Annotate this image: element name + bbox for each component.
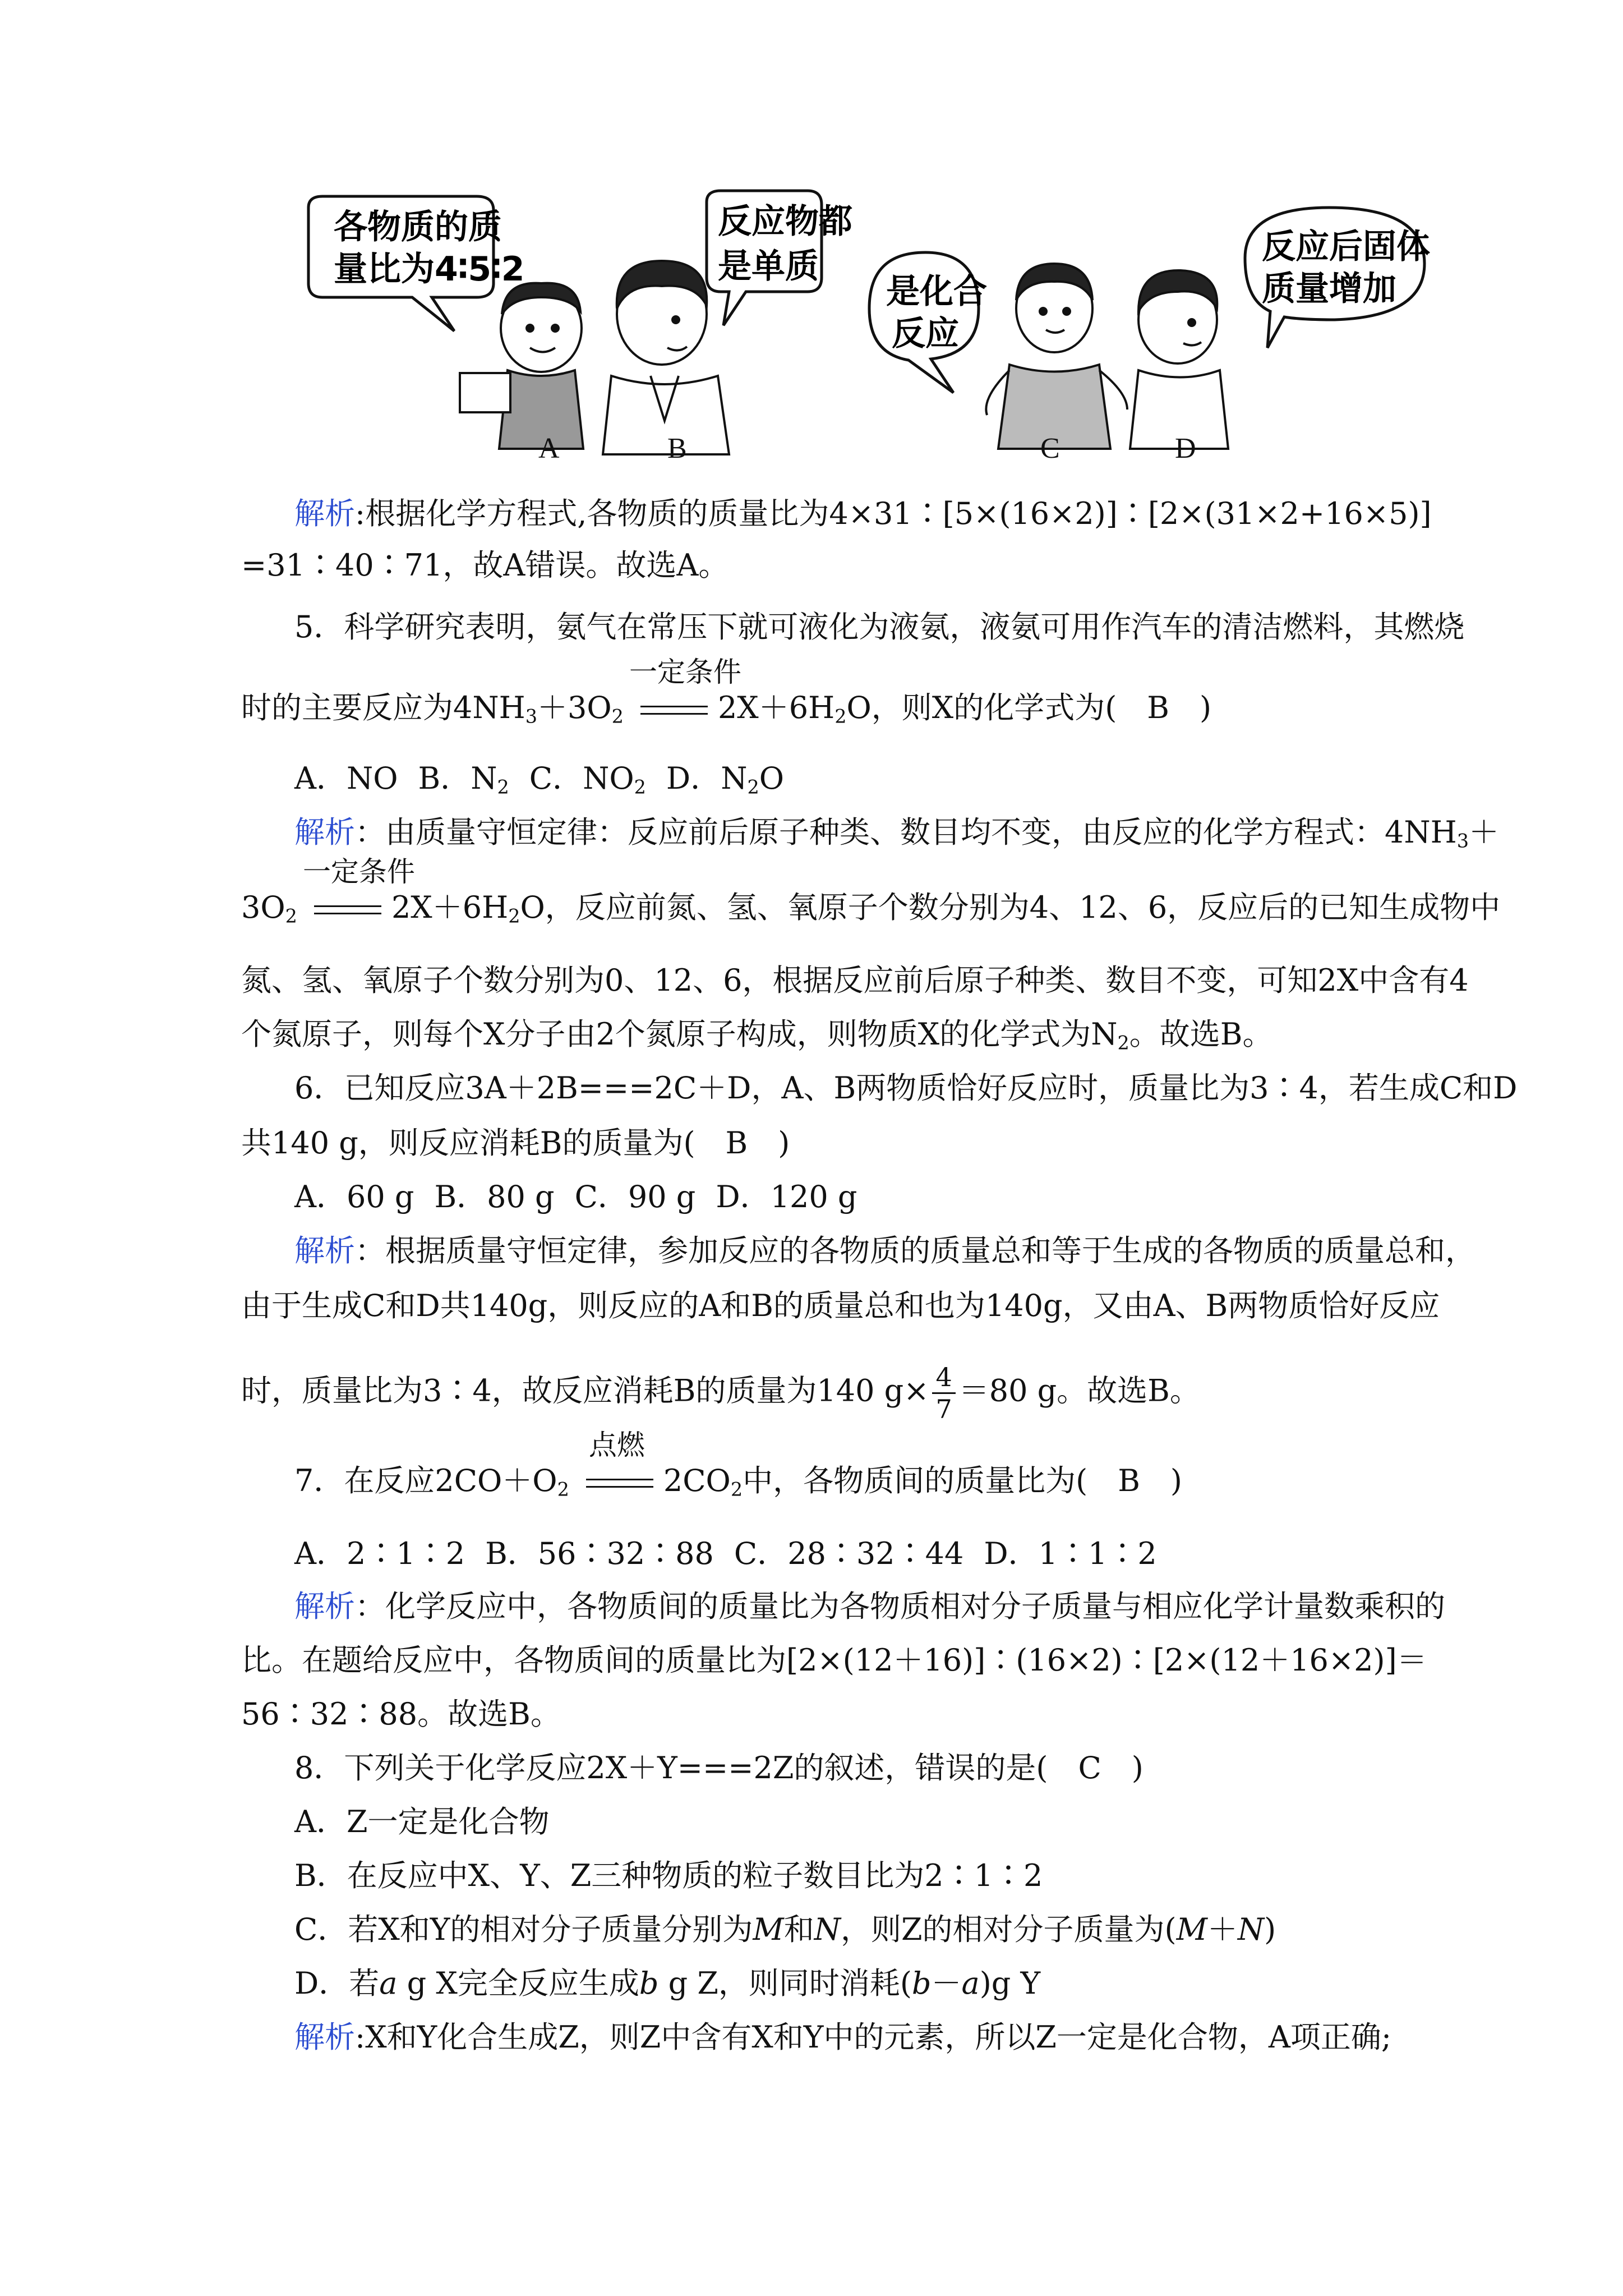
q5-solution-line4: 个氮原子，则每个X分子由2个氮原子构成，则物质X的化学式为$N_2$。故选B。 [241,1016,1273,1054]
q7-option-c: C．28∶32∶44 [734,1536,964,1571]
q5-solution-line2: $3O_2$ 一定条件 $2X+6H_2O$，反应前氮、氢、氧原子个数分别为4、12、6，反应后的已知生成物中 [241,887,1500,936]
q5-solution-line1: 解析：由质量守恒定律：反应前后原子种类、数目均不变，由反应的化学方程式：$4NH_3+$ [294,815,1499,852]
bubble-d-line2: 质量增加 [1262,269,1396,309]
q8-stem: 8．下列关于化学反应2X＋Y===2Z的叙述，错误的是( C ) [294,1750,1144,1786]
q8-option-d: D．若a g X完全反应生成b g Z，则同时消耗(b－a)g Y [294,1966,1041,2001]
bubble-a-line1: 各物质的质 [334,208,502,247]
q5-option-a: A．NO [294,761,398,796]
cartoon-figure [292,185,1447,477]
q5-solution-line3: 氮、氢、氧原子个数分别为0、12、6，根据反应前后原子种类、数目不变，可知2X中含有4 [241,963,1469,998]
q7-solution-line1: 解析：化学反应中，各物质间的质量比为各物质相对分子质量与相应化学计量数乘积的 [294,1589,1445,1624]
q7-options [294,1534,1177,1574]
q5-solution-condition: 一定条件 [302,855,415,888]
q7-solution-line2: 比。在题给反应中，各物质间的质量比为[2×(12＋16)]∶(16×2)∶[2×(12＋16×2)]＝ [241,1642,1427,1678]
q6-solution-line1: 解析：根据质量守恒定律，参加反应的各物质的质量总和等于生成的各物质的质量总和， [294,1233,1476,1268]
bubble-d-line1: 反应后固体 [1262,227,1430,266]
q6-solution-line2: 由于生成C和D共140g，则反应的A和B的质量总和也为140g，又由A、B两物质恰好反应 [241,1288,1440,1323]
q5-option-c: C．$NO_2$ [529,761,646,798]
q7-option-d: D．1∶1∶2 [984,1536,1157,1571]
q5-option-d: D．$N_2O$ [666,761,785,798]
bubble-a-line2: 量比为4∶5∶2 [334,250,525,289]
q5-stem-line1: 5．科学研究表明，氨气在常压下就可液化为液氨，液氨可用作汽车的清洁燃料，其燃烧 [294,609,1465,645]
q6-option-c: C．90 g [574,1179,696,1214]
cartoon-illustration [292,185,1447,477]
q8-option-c: C．若X和Y的相对分子质量分别为M和N，则Z的相对分子质量为(M＋N) [294,1912,1276,1947]
bubble-c-line1: 是化合 [886,272,987,311]
q5-stem-line2: 时的主要反应为$4NH_3+3O_2$ 一定条件 $2X+6H_2O$，则X的化学式为( B ) [241,688,1211,737]
solution-tag: 解析 [294,2019,355,2055]
q6-options [294,1177,877,1217]
q7-option-b: B．56∶32∶88 [485,1536,714,1571]
solution-tag: 解析 [294,1233,355,1268]
q7-reaction-condition: 点燃 [588,1429,645,1461]
q5-reaction-condition: 一定条件 [629,656,741,688]
bubble-c-line2: 反应 [892,314,959,353]
q4-solution-line2: =31∶40∶71，故A错误。故选A。 [241,547,729,583]
q7-solution-line3: 56∶32∶88。故选B。 [241,1696,561,1732]
q5-options [294,758,804,807]
q6-stem-line1: 6．已知反应3A＋2B===2C＋D，A、B两物质恰好反应时，质量比为3∶4，若生成C和D [294,1070,1518,1106]
figure-label-a: A [538,432,560,464]
figure-label-d: D [1175,432,1196,464]
bubble-b-line1: 反应物都 [718,202,852,241]
q6-fraction: $\frac{4}{7}$ [932,1362,955,1424]
student-a [460,283,583,449]
q7-option-a: A．2∶1∶2 [294,1536,465,1571]
figure-label-b: B [667,432,687,464]
q6-option-a: A．60 g [294,1179,414,1214]
solution-tag: 解析 [294,815,355,850]
figure-label-c: C [1040,432,1060,464]
q8-option-b: B．在反应中X、Y、Z三种物质的粒子数目比为2∶1∶2 [294,1858,1043,1893]
student-d [1130,270,1228,449]
q4-solution-line1: 解析:根据化学方程式,各物质的质量比为4×31∶[5×(16×2)]∶[2×(31×2+16×5)] [294,496,1432,531]
q6-stem-line2: 共140 g，则反应消耗B的质量为( B ) [241,1125,790,1161]
q6-option-b: B．80 g [434,1179,555,1214]
q6-solution-line3: 时，质量比为3∶4，故反应消耗B的质量为140 g× $\frac{4}{7}$ ＝80 g。故选B。 [241,1362,1200,1424]
solution-tag: 解析 [294,496,355,531]
student-c [986,264,1127,449]
q6-option-d: D．120 g [716,1179,857,1214]
q8-solution-line1: 解析:X和Y化合生成Z，则Z中含有X和Y中的元素，所以Z一定是化合物，A项正确; [294,2019,1392,2055]
q7-stem: 7．在反应$2CO+O_2$ 点燃 $2CO_2$中，各物质间的质量比为( B ) [294,1461,1182,1510]
solution-tag: 解析 [294,1589,355,1624]
bubble-b-line2: 是单质 [718,247,819,286]
q8-option-a: A．Z一定是化合物 [294,1804,550,1839]
q5-option-b: B．$N_2$ [418,761,509,798]
